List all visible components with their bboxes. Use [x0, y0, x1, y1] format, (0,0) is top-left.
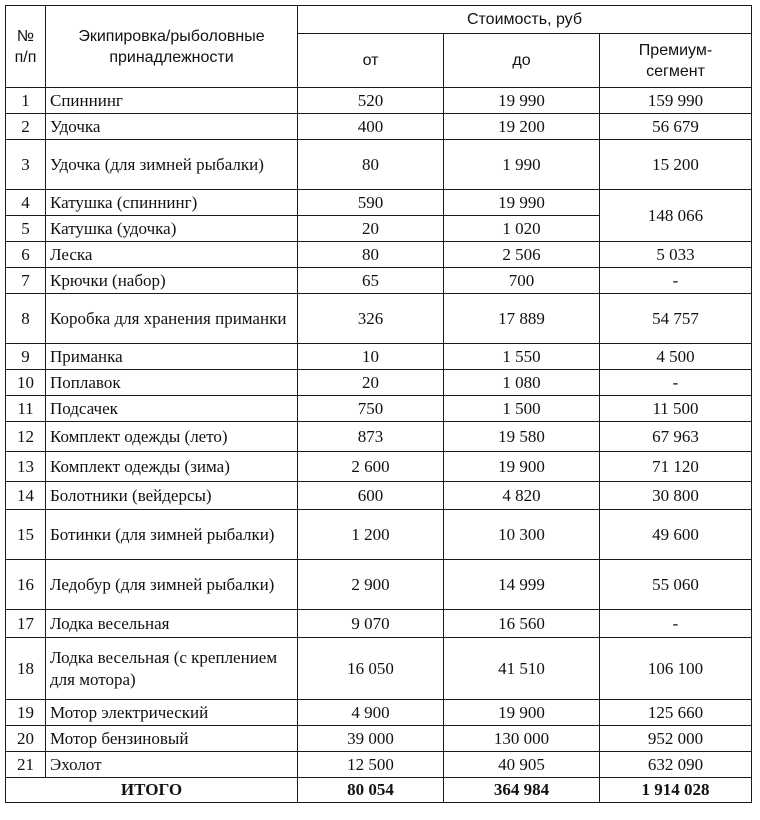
- table-row: [6, 396, 752, 422]
- price-premium: 11 500: [600, 396, 752, 422]
- row-number: 15: [6, 510, 46, 560]
- row-number: 10: [6, 370, 46, 396]
- price-to: 17 889: [444, 294, 600, 344]
- row-number: 12: [6, 422, 46, 452]
- price-premium: -: [600, 370, 752, 396]
- price-premium-merged: 148 066: [600, 190, 752, 242]
- item-name: Спиннинг: [46, 88, 298, 114]
- price-premium: 56 679: [600, 114, 752, 140]
- price-from: 80: [298, 140, 444, 190]
- row-number: 7: [6, 268, 46, 294]
- price-to: 19 990: [444, 88, 600, 114]
- price-premium: 159 990: [600, 88, 752, 114]
- item-name: Удочка (для зимней рыбалки): [46, 140, 298, 190]
- row-number: 6: [6, 242, 46, 268]
- row-number: 8: [6, 294, 46, 344]
- price-premium: 632 090: [600, 752, 752, 778]
- price-premium: 15 200: [600, 140, 752, 190]
- price-from: 326: [298, 294, 444, 344]
- item-name: Ботинки (для зимней рыбалки): [46, 510, 298, 560]
- header-name: Экипировка/рыболовные принадлежности: [46, 6, 298, 88]
- table-row: [6, 422, 752, 452]
- price-to: 1 020: [444, 216, 600, 242]
- price-from: 20: [298, 370, 444, 396]
- price-from: 600: [298, 482, 444, 510]
- price-to: 19 580: [444, 422, 600, 452]
- item-name: Комплект одежды (зима): [46, 452, 298, 482]
- table-row: [6, 726, 752, 752]
- price-from: 16 050: [298, 638, 444, 700]
- item-name: Леска: [46, 242, 298, 268]
- price-premium: -: [600, 268, 752, 294]
- item-name: Эхолот: [46, 752, 298, 778]
- equipment-cost-table: [5, 5, 752, 803]
- price-to: 19 990: [444, 190, 600, 216]
- item-name: Комплект одежды (лето): [46, 422, 298, 452]
- row-number: 13: [6, 452, 46, 482]
- row-number: 18: [6, 638, 46, 700]
- item-name: Крючки (набор): [46, 268, 298, 294]
- price-from: 750: [298, 396, 444, 422]
- price-premium: 952 000: [600, 726, 752, 752]
- total-from: 80 054: [298, 778, 444, 803]
- item-name: Катушка (удочка): [46, 216, 298, 242]
- table-row: [6, 638, 752, 700]
- item-name: Поплавок: [46, 370, 298, 396]
- table-row: [6, 752, 752, 778]
- price-premium: 54 757: [600, 294, 752, 344]
- table-row: [6, 190, 752, 216]
- row-number: 17: [6, 610, 46, 638]
- item-name: Ледобур (для зимней рыбалки): [46, 560, 298, 610]
- price-premium: 106 100: [600, 638, 752, 700]
- header-premium: Премиум-сегмент: [600, 34, 752, 88]
- table-row: [6, 114, 752, 140]
- price-from: 10: [298, 344, 444, 370]
- header-cost: Стоимость, руб: [298, 6, 752, 34]
- price-from: 873: [298, 422, 444, 452]
- header-to: до: [444, 34, 600, 88]
- header-from: от: [298, 34, 444, 88]
- item-name: Болотники (вейдерсы): [46, 482, 298, 510]
- total-label: ИТОГО: [6, 778, 298, 803]
- price-to: 19 900: [444, 700, 600, 726]
- item-name: Катушка (спиннинг): [46, 190, 298, 216]
- price-premium: 71 120: [600, 452, 752, 482]
- table-row: [6, 510, 752, 560]
- item-name: Коробка для хранения приманки: [46, 294, 298, 344]
- price-from: 2 600: [298, 452, 444, 482]
- price-to: 700: [444, 268, 600, 294]
- total-premium: 1 914 028: [600, 778, 752, 803]
- price-to: 10 300: [444, 510, 600, 560]
- price-from: 590: [298, 190, 444, 216]
- price-from: 20: [298, 216, 444, 242]
- item-name: Лодка весельная (с креплением для мотора): [46, 638, 298, 700]
- price-to: 1 550: [444, 344, 600, 370]
- price-to: 1 080: [444, 370, 600, 396]
- price-to: 1 990: [444, 140, 600, 190]
- price-to: 14 999: [444, 560, 600, 610]
- table-row: [6, 268, 752, 294]
- price-to: 16 560: [444, 610, 600, 638]
- item-name: Лодка весельная: [46, 610, 298, 638]
- price-from: 4 900: [298, 700, 444, 726]
- item-name: Приманка: [46, 344, 298, 370]
- table-row: [6, 294, 752, 344]
- price-from: 400: [298, 114, 444, 140]
- row-number: 2: [6, 114, 46, 140]
- price-premium: 125 660: [600, 700, 752, 726]
- row-number: 5: [6, 216, 46, 242]
- price-to: 19 900: [444, 452, 600, 482]
- total-row: [6, 778, 752, 803]
- row-number: 1: [6, 88, 46, 114]
- price-premium: 49 600: [600, 510, 752, 560]
- price-premium: 67 963: [600, 422, 752, 452]
- price-from: 39 000: [298, 726, 444, 752]
- row-number: 14: [6, 482, 46, 510]
- row-number: 4: [6, 190, 46, 216]
- row-number: 16: [6, 560, 46, 610]
- price-to: 41 510: [444, 638, 600, 700]
- row-number: 19: [6, 700, 46, 726]
- document-page: [5, 5, 752, 803]
- row-number: 3: [6, 140, 46, 190]
- row-number: 11: [6, 396, 46, 422]
- price-to: 130 000: [444, 726, 600, 752]
- header-no: № п/п: [6, 6, 46, 88]
- price-from: 9 070: [298, 610, 444, 638]
- price-to: 19 200: [444, 114, 600, 140]
- table-row: [6, 88, 752, 114]
- item-name: Подсачек: [46, 396, 298, 422]
- price-to: 4 820: [444, 482, 600, 510]
- table-row: [6, 610, 752, 638]
- table-row: [6, 344, 752, 370]
- price-premium: 5 033: [600, 242, 752, 268]
- table-row: [6, 452, 752, 482]
- price-from: 1 200: [298, 510, 444, 560]
- price-to: 40 905: [444, 752, 600, 778]
- item-name: Удочка: [46, 114, 298, 140]
- price-from: 65: [298, 268, 444, 294]
- price-from: 12 500: [298, 752, 444, 778]
- item-name: Мотор бензиновый: [46, 726, 298, 752]
- price-from: 520: [298, 88, 444, 114]
- price-premium: 30 800: [600, 482, 752, 510]
- table-row: [6, 140, 752, 190]
- table-row: [6, 482, 752, 510]
- table-row: [6, 560, 752, 610]
- table-row: [6, 242, 752, 268]
- row-number: 9: [6, 344, 46, 370]
- total-to: 364 984: [444, 778, 600, 803]
- price-premium: -: [600, 610, 752, 638]
- price-to: 2 506: [444, 242, 600, 268]
- row-number: 20: [6, 726, 46, 752]
- price-premium: 4 500: [600, 344, 752, 370]
- price-from: 2 900: [298, 560, 444, 610]
- price-premium: 55 060: [600, 560, 752, 610]
- item-name: Мотор электрический: [46, 700, 298, 726]
- price-from: 80: [298, 242, 444, 268]
- row-number: 21: [6, 752, 46, 778]
- table-row: [6, 370, 752, 396]
- price-to: 1 500: [444, 396, 600, 422]
- table-row: [6, 700, 752, 726]
